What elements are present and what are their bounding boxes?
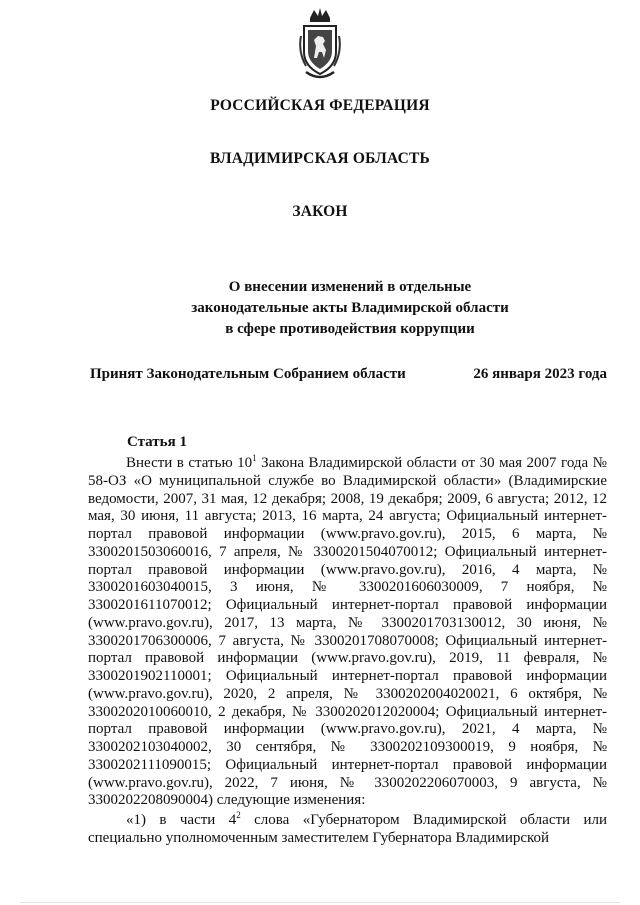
document-type-heading: ЗАКОН: [292, 203, 348, 220]
law-title-line: в сфере противодействия коррупции: [225, 321, 475, 337]
law-title: [120, 277, 580, 340]
article-heading: Статья 1: [127, 434, 187, 450]
item-text: «1) в части 4: [126, 812, 237, 828]
superscript: 2: [236, 810, 241, 820]
superscript: 1: [252, 453, 257, 463]
adoption-date: 26 января 2023 года: [473, 366, 607, 382]
region-heading: ВЛАДИМИРСКАЯ ОБЛАСТЬ: [210, 150, 430, 167]
law-title-line: О внесении изменений в отдельные: [228, 279, 472, 295]
item-text: слова «Губернатором Владимирской области или специально уполномоченным заместителем Губернатора Владимирской: [88, 812, 607, 846]
country-heading: РОССИЙСКАЯ ФЕДЕРАЦИЯ: [210, 97, 430, 114]
article-body: [88, 455, 607, 848]
article-item: [88, 812, 607, 848]
paragraph-text: Закона Владимирской области от 30 мая 2007 года № 58-ОЗ «О муниципальной службе во Владимирской области» (Владимирские ведомости, 2007, 31 мая, 12 декабря; 2008, 19 декабря; 2009, 6 августа; 2012, 12 мая, 30 июня, 11 августа; 2013, 16 марта, 24 августа; Официальный интернет-портал правовой информации (www.pravo.gov.ru), 2015, 6 марта, № 3300201503060016, 7 апреля, № 3300201504070012; Официальный интернет-портал правовой информации (www.pravo.gov.ru), 2016, 4 марта, № 3300201603040015, 3 июня, № 3300201606030009, 7 ноября, № 3300201611070012; Официальный интернет-портал правовой информации (www.pravo.gov.ru), 2017, 13 марта, № 3300201703130012, 30 июня, № 3300201706300006, 7 августа, № 3300201708070008; Официальный интернет-портал правовой информации (www.pravo.gov.ru), 2019, 11 февраля, № 3300201902110001; Официальный интернет-портал правовой информации (www.pravo.gov.ru), 2020, 2 апреля, № 3300202004020021, 6 октября, № 3300202010060010, 2 декабря, № 3300202012020004; Официальный интернет-портал правовой информации (www.pravo.gov.ru), 2021, 4 марта, № 3300202103040002, 30 сентября, № 3300202109300019, 9 ноября, № 3300202111090015; Официальный интернет-портал правовой информации (www.pravo.gov.ru), 2022, 7 июня, № 3300202206070003, 9 августа, № 3300202208090004) следующие изменения:: [88, 455, 607, 809]
scan-artifact-line: [20, 902, 620, 903]
paragraph-text: Внести в статью 10: [126, 455, 253, 471]
adopted-by: Принят Законодательным Собранием области: [90, 366, 406, 382]
article-paragraph: [88, 455, 607, 810]
law-title-line: законодательные акты Владимирской области: [191, 300, 509, 316]
coat-of-arms-emblem: [296, 6, 344, 84]
